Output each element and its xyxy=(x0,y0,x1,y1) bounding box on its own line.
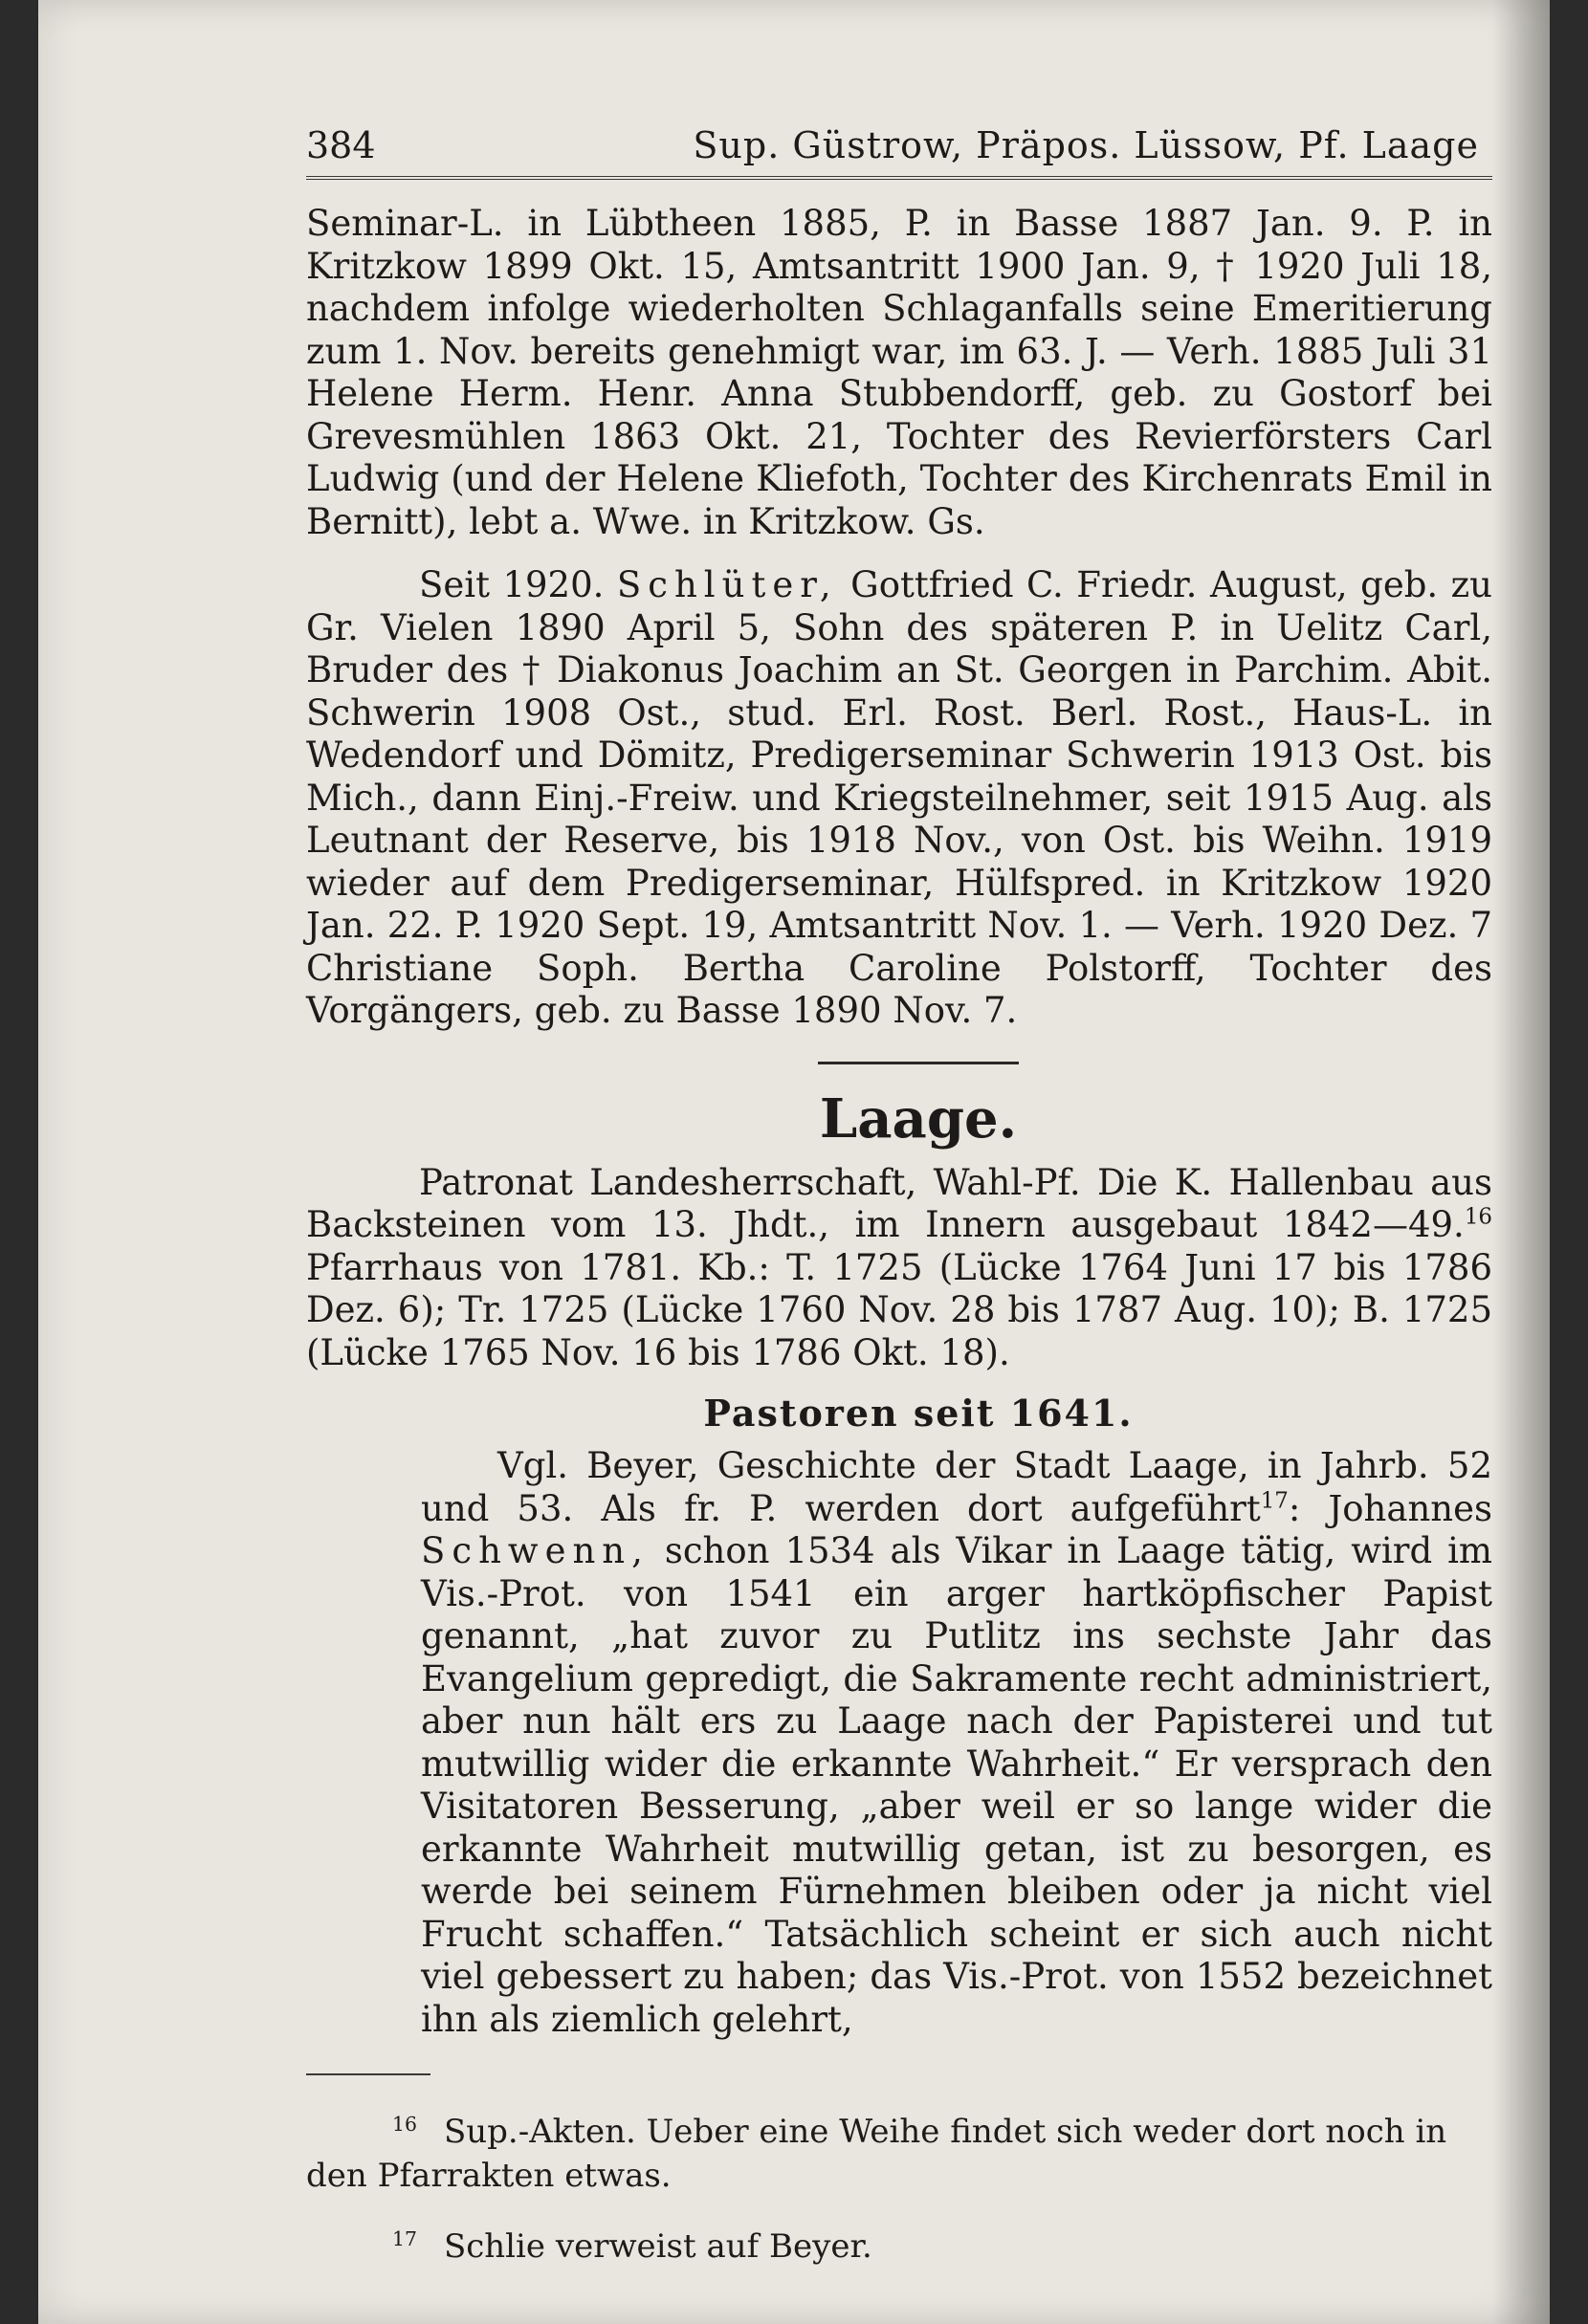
section-divider xyxy=(818,1062,1019,1064)
book-page xyxy=(38,0,1550,2324)
footnote-mark: 16 xyxy=(392,2113,417,2136)
intro-text: Patronat Landesherrschaft, Wahl-Pf. Die K. Hallenbau aus Backsteinen vom 13. Jhdt., im Innern ausgebaut 1842—49. xyxy=(306,1161,1492,1245)
paragraph-continued: Seminar-L. in Lübtheen 1885, P. in Basse 1887 Jan. 9. P. in Kritzkow 1899 Okt. 15, Amtsantritt 1900 Jan. 9, † 1920 Juli 18, nachdem infolge wiederholten Schlaganfalls seine Emeritierung zum 1. Nov. bereits genehmigt war, im 63. J. — Verh. 1885 Juli 31 Helene Herm. Henr. Anna Stubbendorff, geb. zu Gostorf bei Grevesmühlen 1863 Okt. 21, Tochter des Revierförsters Carl Ludwig (und der Helene Kliefoth, Tochter des Kirchenrats Emil in Bernitt), lebt a. Wwe. in Kritzkow. Gs. xyxy=(306,203,1492,542)
subheading: Pastoren seit 1641. xyxy=(703,1392,1134,1435)
entry-date: Seit 1920. xyxy=(419,564,605,605)
footnote xyxy=(306,2217,1492,2269)
footnote-mark: 17 xyxy=(392,2227,417,2251)
binding-shadow xyxy=(1492,0,1550,2324)
paragraph-pastors xyxy=(306,1445,1492,2041)
pastors-text-c: schon 1534 als Vikar in Laage tätig, wird im Vis.-Prot. von 1541 ein arger hartköpfischer Papist genannt, „hat zuvor zu Putlitz ins sechste Jahr das Evangelium gepredigt, die Sakramente recht administriert, aber nun hält ers zu Laage nach der Papisterei und tut mutwillig wider die erkannte Wahrheit.“ Er versprach den Visitatoren Besserung, „aber weil er so lange wider die erkannte Wahrheit mutwillig getan, ist zu besorgen, es werde bei seinem Fürnehmen bleiben oder ja nicht viel Frucht schaffen.“ Tatsächlich scheint er sich auch nicht viel gebessert zu haben; das Vis.-Prot. von 1552 bezeichnet ihn als ziemlich gelehrt, xyxy=(421,1530,1492,2040)
pastor-name: Schwenn, xyxy=(421,1530,650,1571)
pastor-name: Schlüter, xyxy=(616,564,838,605)
footnote-text: Sup.-Akten. Ueber eine Weihe findet sich weder dort noch in den Pfarrakten etwas. xyxy=(306,2113,1447,2196)
paragraph-schlueter xyxy=(306,564,1492,1033)
page-number: 384 xyxy=(306,124,376,166)
pastors-text: Vgl. Beyer, Geschichte der Stadt Laage, in Jahrb. 52 und 53. Als fr. P. werden dort aufgeführt xyxy=(421,1445,1492,1529)
body-text xyxy=(306,203,1492,2041)
entry-text: Gottfried C. Friedr. August, geb. zu Gr. Vielen 1890 April 5, Sohn des späteren P. in Uelitz Carl, Bruder des † Diakonus Joachim an St. Georgen in Parchim. Abit. Schwerin 1908 Ost., stud. Erl. Rost. Berl. Rost., Haus-L. in Wedendorf und Dömitz, Predigerseminar Schwerin 1913 Ost. bis Mich., dann Einj.-Freiw. und Kriegsteilnehmer, seit 1915 Aug. als Leutnant der Reserve, bis 1918 Nov., von Ost. bis Weihn. 1919 wieder auf dem Predigerseminar, Hülfspred. in Kritzkow 1920 Jan. 22. P. 1920 Sept. 19, Amtsantritt Nov. 1. — Verh. 1920 Dez. 7 Christiane Soph. Bertha Caroline Polstorff, Tochter des Vorgängers, geb. zu Basse 1890 Nov. 7. xyxy=(306,564,1492,1031)
footnote xyxy=(306,2102,1492,2198)
footnote-rule xyxy=(306,2073,430,2075)
running-header xyxy=(306,115,1492,180)
section-title: Laage. xyxy=(819,1086,1018,1151)
intro-text-rest: Pfarrhaus von 1781. Kb.: T. 1725 (Lücke 1764 Juni 17 bis 1786 Dez. 6); Tr. 1725 (Lücke 1760 Nov. 28 bis 1787 Aug. 10); B. 1725 (Lücke 1765 Nov. 16 bis 1786 Okt. 18). xyxy=(306,1246,1492,1373)
pastors-text-b: : Johannes xyxy=(1288,1487,1492,1529)
footnote-ref[interactable]: 16 xyxy=(1464,1204,1492,1230)
page-content xyxy=(306,115,1492,2269)
footnotes xyxy=(306,2102,1492,2269)
running-title: Sup. Güstrow, Präpos. Lüssow, Pf. Laage xyxy=(693,124,1479,166)
footnote-text: Schlie verweist auf Beyer. xyxy=(443,2227,872,2267)
paragraph-intro xyxy=(306,1162,1492,1375)
footnote-ref[interactable]: 17 xyxy=(1260,1488,1289,1514)
